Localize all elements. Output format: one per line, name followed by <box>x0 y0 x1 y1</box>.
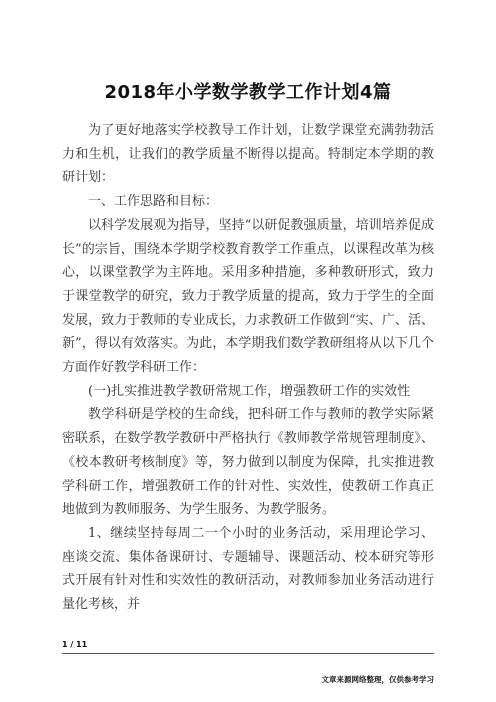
document-title: 2018年小学数学教学工作计划4篇 <box>104 82 392 103</box>
paragraph-guiding-ideas: 以科学发展观为指导，坚持“以研促教强质量，培训培养促成长”的宗旨，围绕本学期学校教育教学工作重点，以课程改革为核心，以课堂教学为主阵地。采用多种措施，多种教研形式，致力于课堂教学的研究，致力于教学质量的提高，致力于学生的全面发展，致力于教师的专业成长，力求教研工作做到“实、广、活、新”，得以有效落实。为此，本学期我们数学教研组将从以下几个方面作好教学科研工作： <box>62 217 434 376</box>
paragraph-research-lifeline: 教学科研是学校的生命线，把科研工作与教师的教学实际紧密联系，在数学教学教研中严格执行《教师教学常规管理制度》、《校本教研考核制度》等，努力做到以制度为保障，扎实推进教学科研工作，增强教研工作的针对性、实效性，使教研工作真正地做到为教师服务、为学生服务、为教学服务。 <box>62 407 434 518</box>
section-heading-goals: 一、工作思路和目标： <box>88 194 219 210</box>
subsection-heading-routine: (一)扎实推进教学教研常规工作，增强教研工作的实效性 <box>88 383 411 399</box>
page-number: 1 / 11 <box>62 640 88 649</box>
footer-divider <box>62 653 434 654</box>
document-body <box>62 119 434 617</box>
footer-source-note: 文章来源网络整理，仅供参考学习 <box>321 675 434 684</box>
paragraph-intro: 为了更好地落实学校教导工作计划，让数学课堂充满勃勃活力和生机，让我们的教学质量不断得以提高。特制定本学期的教研计划： <box>62 123 434 186</box>
paragraph-item-1: 1、继续坚持每周二一个小时的业务活动，采用理论学习、座谈交流、集体备课研讨、专题辅导、课题活动、校本研究等形式开展有针对性和实效性的教研活动，对教师参加业务活动进行量化考核，并 <box>62 525 434 613</box>
